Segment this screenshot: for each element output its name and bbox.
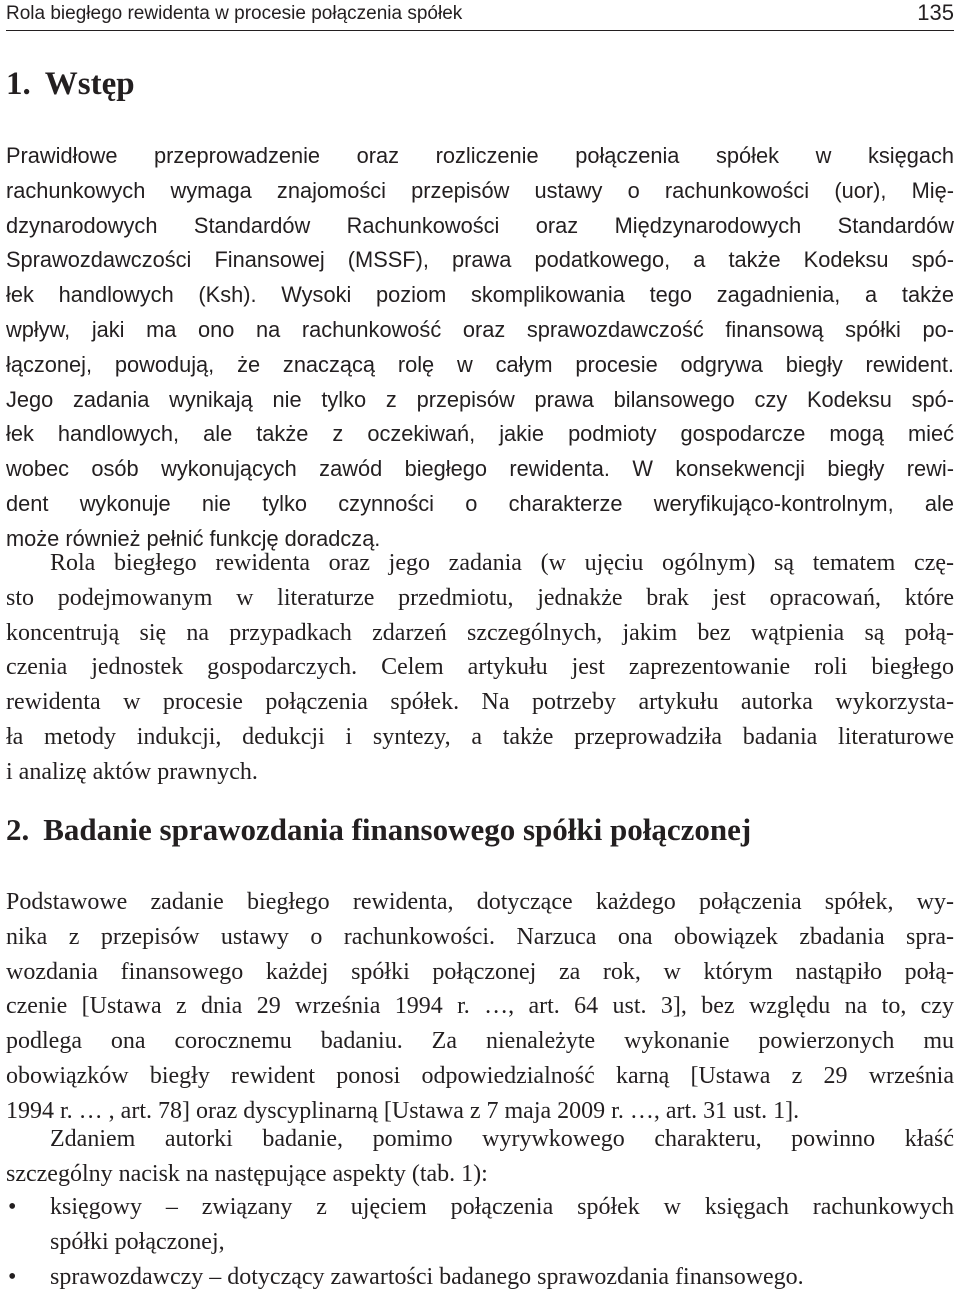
bullet-icon: • — [8, 1263, 17, 1290]
bullet-icon: • — [8, 1194, 17, 1220]
text-line: sprawozdawczy – dotyczący zawartości badanego sprawozdania finansowego. — [50, 1263, 804, 1290]
text-line: Zdaniem autorki badanie, pomimo wyrywkowego charakteru, powinno kłaść — [50, 1126, 954, 1152]
section-2-paragraph-1 — [6, 885, 954, 1129]
section-2-paragraph-2 — [6, 1122, 954, 1192]
text-line: wozdania finansowego każdej spółki połączonej za rok, w którym nastąpiło połą- — [6, 958, 954, 985]
aspects-bullet-list — [6, 1190, 954, 1294]
text-line: dent wykonuje nie tylko czynności o charakterze weryfikująco-kontrolnym, ale — [6, 490, 954, 516]
text-line: 1994 r. … , art. 78] oraz dyscyplinarną [Ustawa z 7 maja 2009 r. …, art. 31 ust. 1]. — [6, 1097, 800, 1124]
text-line: obowiązków biegły rewident ponosi odpowiedzialność karną [Ustawa z 29 września — [6, 1062, 954, 1089]
list-item — [6, 1260, 954, 1294]
text-line: Prawidłowe przeprowadzenie oraz rozliczenie połączenia spółek w księgach — [6, 143, 954, 168]
section-1-heading — [6, 66, 135, 103]
section-1-number: 1. — [6, 66, 31, 102]
text-line: Podstawowe zadanie biegłego rewidenta, dotyczące każdego połączenia spółek, wy- — [6, 889, 954, 915]
text-line: łek handlowych, ale także z oczekiwań, jakie podmioty gospodarcze mogą mieć — [6, 421, 954, 447]
text-line: czenia jednostek gospodarczych. Celem artykułu jest zaprezentowanie roli biegłego — [6, 654, 954, 681]
page-number: 135 — [917, 0, 954, 25]
text-line: sto podejmowanym w literaturze przedmiotu, jednakże brak jest opracowań, które — [6, 584, 954, 611]
running-header — [6, 0, 954, 31]
section-2-number: 2. — [6, 812, 30, 847]
text-line: ła metody indukcji, dedukcji i syntezy, a także przeprowadziła badania literaturowe — [6, 723, 954, 750]
text-line: koncentrują się na przypadkach zdarzeń szczególnych, jakim bez wątpienia są połą- — [6, 619, 954, 646]
section-2-title: Badanie sprawozdania finansowego spółki połączonej — [43, 812, 752, 847]
text-line: czenie [Ustawa z dnia 29 września 1994 r. …, art. 64 ust. 3], bez względu na to, czy — [6, 993, 954, 1020]
text-line: dzynarodowych Standardów Rachunkowości oraz Międzynarodowych Standardów — [6, 212, 954, 238]
section-1-paragraph-1 — [6, 139, 954, 557]
text-line: łączonej, powodują, że znaczącą rolę w całym procesie odgrywa biegły rewident. — [6, 351, 954, 377]
text-line: księgowy – związany z ujęciem połączenia spółek w księgach rachunkowych — [50, 1194, 954, 1220]
text-line: Rola biegłego rewidenta oraz jego zadania (w ujęciu ogólnym) są tematem czę- — [50, 550, 954, 576]
text-line: rachunkowych wymaga znajomości przepisów ustawy o rachunkowości (uor), Mię- — [6, 177, 954, 203]
text-line: rewidenta w procesie połączenia spółek. Na potrzeby artykułu autorka wykorzysta- — [6, 689, 954, 716]
section-1-paragraph-2 — [6, 546, 954, 790]
text-line: i analizę aktów prawnych. — [6, 758, 258, 785]
section-1-title: Wstęp — [44, 66, 135, 102]
list-item — [6, 1190, 954, 1260]
text-line: może również pełnić funkcję doradczą. — [6, 525, 381, 551]
text-line: spółki połączonej, — [50, 1228, 225, 1255]
text-line: Sprawozdawczości Finansowej (MSSF), prawa podatkowego, a także Kodeksu spó- — [6, 247, 954, 273]
running-header-title: Rola biegłego rewidenta w procesie połączenia spółek — [6, 3, 463, 24]
text-line: wpływ, jaki ma ono na rachunkowość oraz sprawozdawczość finansową spółki po- — [6, 316, 954, 342]
text-line: szczególny nacisk na następujące aspekty (tab. 1): — [6, 1160, 488, 1187]
text-line: nika z przepisów ustawy o rachunkowości. Narzuca ona obowiązek zbadania spra- — [6, 923, 954, 950]
text-line: Jego zadania wynikają nie tylko z przepisów prawa bilansowego czy Kodeksu spó- — [6, 386, 954, 412]
text-line: łek handlowych (Ksh). Wysoki poziom skomplikowania tego zagadnienia, a także — [6, 282, 954, 308]
text-line: wobec osób wykonujących zawód biegłego rewidenta. W konsekwencji biegły rewi- — [6, 456, 954, 482]
section-2-heading — [6, 812, 751, 848]
text-line: podlega ona corocznemu badaniu. Za nienależyte wykonanie powierzonych mu — [6, 1028, 954, 1055]
